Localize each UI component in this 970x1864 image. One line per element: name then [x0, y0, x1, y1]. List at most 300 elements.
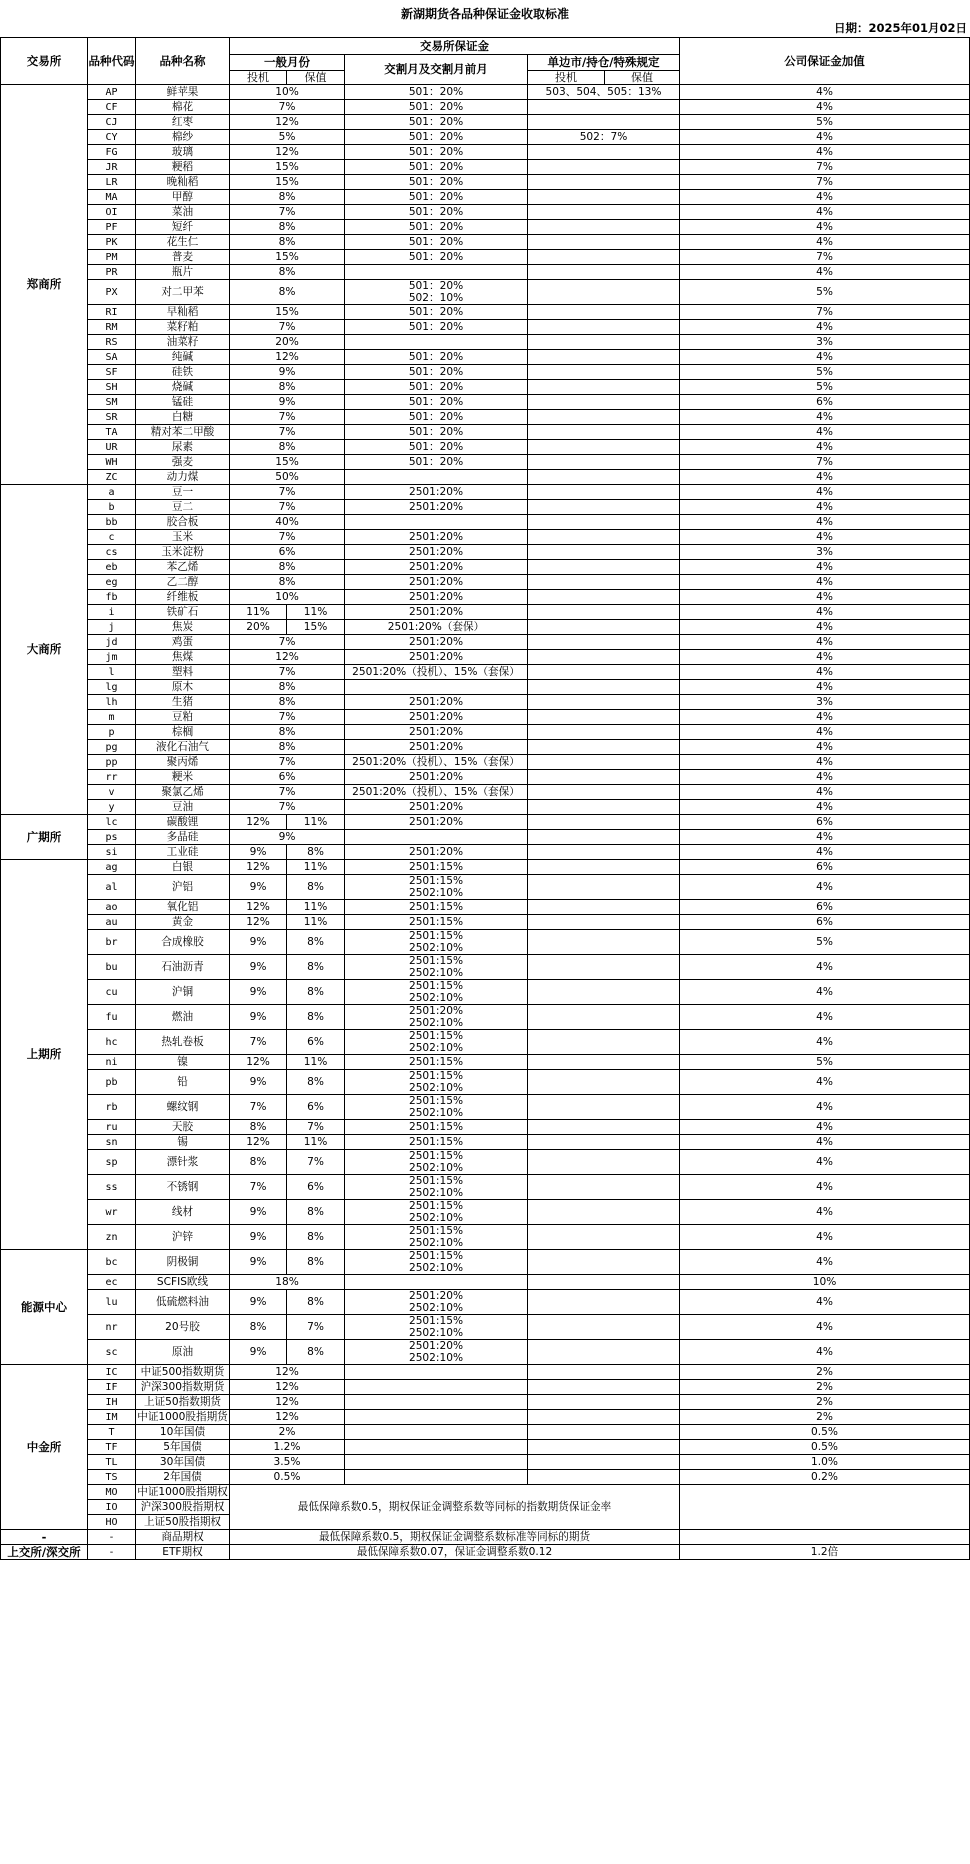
special-margin-cell — [528, 305, 680, 320]
name-cell: 中证1000股指期权 — [137, 1485, 228, 1498]
code-cell: HO — [88, 1515, 136, 1530]
general-margin-cell: 8% — [230, 695, 345, 710]
company-add-cell: 4% — [680, 755, 970, 770]
delivery-margin-cell — [345, 845, 528, 860]
code-cell: m — [88, 710, 136, 725]
code-cell: wr — [88, 1200, 136, 1225]
delivery-margin-cell — [345, 250, 528, 265]
table-row — [1, 130, 970, 145]
company-add-cell: 4% — [680, 665, 970, 680]
general-margin-cell: 12% — [230, 650, 345, 665]
delivery-margin-cell — [345, 1070, 528, 1095]
special-margin-cell — [528, 1175, 680, 1200]
code-cell: jm — [88, 650, 136, 665]
table-row — [1, 160, 970, 175]
code-cell: nr — [88, 1315, 136, 1340]
delivery-line: 501：20% — [408, 456, 464, 468]
name-cell: 晚籼稻 — [136, 175, 230, 190]
delivery-line: 501：20% — [408, 116, 464, 128]
hedge-margin-cell: 11% — [287, 815, 345, 830]
header-general-month: 一般月份 — [230, 55, 345, 71]
table-row — [1, 280, 970, 305]
table-row — [1, 530, 970, 545]
delivery-line: 2502:10% — [408, 1187, 464, 1199]
header-delivery-month: 交割月及交割月前月 — [345, 55, 528, 85]
table-row — [1, 470, 970, 485]
table-row — [1, 955, 970, 980]
general-margin-cell: 0.5% — [230, 1470, 345, 1485]
name-cell: 锡 — [136, 1135, 230, 1150]
delivery-line: 2501:20%（投机）、15%（套保） — [352, 666, 520, 678]
special-margin-cell — [528, 845, 680, 860]
code-cell: UR — [88, 440, 136, 455]
code-cell: a — [88, 485, 136, 500]
delivery-margin-cell — [345, 1175, 528, 1200]
delivery-line: 501：20% — [408, 206, 464, 218]
name-cell: 乙二醇 — [136, 575, 230, 590]
code-cell: SM — [88, 395, 136, 410]
company-add-cell: 4% — [680, 1120, 970, 1135]
table-row — [1, 440, 970, 455]
table-row — [1, 1200, 970, 1225]
hedge-margin-cell: 8% — [287, 875, 345, 900]
hedge-margin-cell: 15% — [287, 620, 345, 635]
name-cell: 沪铜 — [136, 980, 230, 1005]
code-cell: WH — [88, 455, 136, 470]
delivery-line: 2501:20% — [408, 561, 464, 573]
name-cell: 沪锌 — [136, 1225, 230, 1250]
header-spec-2: 投机 — [528, 71, 605, 85]
table-row — [1, 1425, 970, 1440]
code-cell: lu — [88, 1290, 136, 1315]
code-cell: rr — [88, 770, 136, 785]
spec-margin-cell: 9% — [230, 1005, 287, 1030]
table-row — [1, 1175, 970, 1200]
delivery-line: 501：20% — [408, 131, 464, 143]
special-margin-cell — [528, 1380, 680, 1395]
margin-table — [0, 37, 970, 1560]
delivery-margin-cell — [345, 115, 528, 130]
hedge-margin-cell: 8% — [287, 980, 345, 1005]
delivery-line: 2501:15% — [408, 1200, 464, 1212]
company-add-cell: 4% — [680, 845, 970, 860]
delivery-line: 2502:10% — [408, 1082, 464, 1094]
table-row — [1, 1005, 970, 1030]
code-cell: cu — [88, 980, 136, 1005]
delivery-margin-cell — [345, 425, 528, 440]
company-add-cell: 4% — [680, 1250, 970, 1275]
table-row — [1, 590, 970, 605]
hedge-margin-cell: 11% — [287, 1055, 345, 1070]
delivery-line: 2501:15% — [408, 980, 464, 992]
delivery-margin-cell — [345, 190, 528, 205]
name-cell: 豆粕 — [136, 710, 230, 725]
table-row — [1, 1150, 970, 1175]
hedge-margin-cell: 11% — [287, 860, 345, 875]
name-cell: 早籼稻 — [136, 305, 230, 320]
company-add-cell: 4% — [680, 590, 970, 605]
delivery-line: 2501:15% — [408, 1095, 464, 1107]
code-cell: ru — [88, 1120, 136, 1135]
delivery-line: 501：20% — [408, 351, 464, 363]
header-name: 品种名称 — [136, 38, 230, 85]
special-margin-cell — [528, 440, 680, 455]
special-margin-cell — [528, 1290, 680, 1315]
delivery-line: 2501:15% — [408, 1175, 464, 1187]
name-cell: 短纤 — [136, 220, 230, 235]
table-row — [1, 1225, 970, 1250]
special-margin-cell — [528, 350, 680, 365]
delivery-line: 2501:20%（套保） — [387, 621, 485, 633]
special-margin-cell — [528, 770, 680, 785]
name-cell: 强麦 — [136, 455, 230, 470]
name-cell: 动力煤 — [136, 470, 230, 485]
delivery-line: 2501:20% — [408, 801, 464, 813]
code-cell: bc — [88, 1250, 136, 1275]
code-cell: SA — [88, 350, 136, 365]
table-row — [1, 605, 970, 620]
general-margin-cell: 7% — [230, 410, 345, 425]
name-cell: 铁矿石 — [136, 605, 230, 620]
company-add-cell: 4% — [680, 800, 970, 815]
general-margin-cell: 12% — [230, 115, 345, 130]
delivery-margin-cell — [345, 860, 528, 875]
delivery-line: 2501:15% — [408, 861, 464, 873]
table-row — [1, 680, 970, 695]
name-cell: 纤维板 — [136, 590, 230, 605]
special-margin-cell — [528, 250, 680, 265]
company-add-cell: 4% — [680, 1070, 970, 1095]
general-margin-cell: 7% — [230, 665, 345, 680]
code-cell: MA — [88, 190, 136, 205]
name-cell: 上证50股指期权 — [136, 1515, 230, 1530]
company-add-cell: 6% — [680, 915, 970, 930]
name-cell: 棉花 — [136, 100, 230, 115]
delivery-margin-cell — [345, 605, 528, 620]
code-cell: ps — [88, 830, 136, 845]
name-cell: 漂针浆 — [136, 1150, 230, 1175]
code-cell: sc — [88, 1340, 136, 1365]
code-cell: FG — [88, 145, 136, 160]
name-cell: 棕榈 — [136, 725, 230, 740]
name-cell: 瓶片 — [136, 265, 230, 280]
delivery-line: 2501:15% — [408, 1136, 464, 1148]
special-margin-cell — [528, 875, 680, 900]
company-add-cell: 2% — [680, 1365, 970, 1380]
hedge-margin-cell: 7% — [287, 1315, 345, 1340]
delivery-line: 2502:10% — [408, 1327, 464, 1339]
special-margin-cell — [528, 680, 680, 695]
delivery-line: 2501:20% — [408, 1005, 464, 1017]
delivery-margin-cell — [345, 1030, 528, 1055]
special-margin-cell — [528, 1365, 680, 1380]
name-cell: 铅 — [136, 1070, 230, 1095]
delivery-line: 2501:15% — [408, 930, 464, 942]
company-add-cell: 4% — [680, 1150, 970, 1175]
company-add-cell: 4% — [680, 1175, 970, 1200]
delivery-margin-cell — [345, 1200, 528, 1225]
code-cell: AP — [88, 85, 136, 100]
hedge-margin-cell: 11% — [287, 1135, 345, 1150]
hedge-margin-cell: 7% — [287, 1150, 345, 1175]
code-cell: TS — [88, 1470, 136, 1485]
footer-note-cell: 最低保障系数0.5，期权保证金调整系数标准等同标的期货 — [230, 1530, 680, 1545]
spec-margin-cell: 7% — [230, 1030, 287, 1055]
special-margin-cell — [528, 1055, 680, 1070]
hedge-margin-cell: 8% — [287, 1200, 345, 1225]
code-cell: y — [88, 800, 136, 815]
general-margin-cell: 7% — [230, 500, 345, 515]
code-cell: ZC — [88, 470, 136, 485]
table-row — [1, 830, 970, 845]
name-cell: 粳稻 — [136, 160, 230, 175]
header-exchange: 交易所 — [1, 38, 88, 85]
name-cell: 低硫燃料油 — [136, 1290, 230, 1315]
code-cell: PF — [88, 220, 136, 235]
delivery-margin-cell — [345, 680, 528, 695]
delivery-margin-cell — [345, 770, 528, 785]
delivery-line: 501：20% — [408, 366, 464, 378]
company-add-cell: 4% — [680, 85, 970, 100]
special-margin-cell — [528, 785, 680, 800]
delivery-margin-cell — [345, 335, 528, 350]
general-margin-cell: 12% — [230, 1395, 345, 1410]
delivery-line: 2501:20% — [408, 711, 464, 723]
table-row — [1, 560, 970, 575]
spec-margin-cell: 9% — [230, 980, 287, 1005]
company-add-cell: 4% — [680, 265, 970, 280]
name-cell: 燃油 — [136, 1005, 230, 1030]
code-cell: PX — [88, 280, 136, 305]
company-add-cell: 4% — [680, 515, 970, 530]
table-row — [1, 220, 970, 235]
company-add-cell: 7% — [680, 305, 970, 320]
name-cell: 粳米 — [136, 770, 230, 785]
company-add-cell: 4% — [680, 785, 970, 800]
delivery-line: 2501:20% — [408, 741, 464, 753]
company-add-cell: 5% — [680, 930, 970, 955]
code-cell: PR — [88, 265, 136, 280]
name-cell: 纯碱 — [136, 350, 230, 365]
code-cell: cs — [88, 545, 136, 560]
table-row — [1, 410, 970, 425]
name-cell: 菜籽粕 — [136, 320, 230, 335]
delivery-margin-cell — [345, 235, 528, 250]
delivery-line: 2502:10% — [408, 1107, 464, 1119]
general-margin-cell: 1.2% — [230, 1440, 345, 1455]
code-cell: lh — [88, 695, 136, 710]
table-row — [1, 500, 970, 515]
general-margin-cell: 8% — [230, 235, 345, 250]
table-row — [1, 205, 970, 220]
table-row — [1, 575, 970, 590]
company-add-cell: 4% — [680, 740, 970, 755]
company-add-cell: 4% — [680, 1005, 970, 1030]
name-cell: 生猪 — [136, 695, 230, 710]
delivery-line: 2501:20% — [408, 576, 464, 588]
delivery-line: 2502:10% — [408, 887, 464, 899]
code-cell: IF — [88, 1380, 136, 1395]
code-cell: br — [88, 930, 136, 955]
company-add-cell: 4% — [680, 100, 970, 115]
name-cell: 塑料 — [136, 665, 230, 680]
delivery-margin-cell — [345, 1315, 528, 1340]
delivery-line: 2501:20% — [408, 531, 464, 543]
exchange-cell: 大商所 — [1, 485, 88, 815]
delivery-margin-cell — [345, 470, 528, 485]
company-add-cell: 4% — [680, 770, 970, 785]
delivery-margin-cell — [345, 145, 528, 160]
name-cell: 沪深300股指期权 — [136, 1500, 230, 1515]
delivery-line: 2502:10% — [408, 1237, 464, 1249]
spec-margin-cell: 8% — [230, 1150, 287, 1175]
general-margin-cell: 7% — [230, 205, 345, 220]
name-cell: 烧碱 — [136, 380, 230, 395]
delivery-margin-cell — [345, 220, 528, 235]
special-margin-cell — [528, 665, 680, 680]
name-cell: 石油沥青 — [136, 955, 230, 980]
code-cell: IO — [88, 1500, 136, 1515]
table-row — [1, 1120, 970, 1135]
spec-margin-cell: 12% — [230, 915, 287, 930]
name-cell: 白糖 — [136, 410, 230, 425]
delivery-line: 2501:15% — [408, 1121, 464, 1133]
code-cell: CY — [88, 130, 136, 145]
company-add-cell: 4% — [680, 1030, 970, 1055]
general-margin-cell: 8% — [230, 280, 345, 305]
special-margin-cell — [528, 725, 680, 740]
delivery-line: 2501:20%（投机）、15%（套保） — [352, 786, 520, 798]
footer-row — [1, 1530, 970, 1545]
company-add-cell: 4% — [680, 635, 970, 650]
special-margin-cell — [528, 1455, 680, 1470]
exchange-cell: 上期所 — [1, 860, 88, 1250]
general-margin-cell: 8% — [230, 560, 345, 575]
hedge-margin-cell: 7% — [287, 1120, 345, 1135]
table-row — [1, 1135, 970, 1150]
name-cell: 甲醇 — [136, 190, 230, 205]
code-cell: jd — [88, 635, 136, 650]
hedge-margin-cell: 6% — [287, 1175, 345, 1200]
special-margin-cell — [528, 1315, 680, 1340]
code-cell: IH — [88, 1395, 136, 1410]
exchange-cell: - — [1, 1530, 88, 1545]
company-add-cell: 3% — [680, 545, 970, 560]
special-margin-cell — [528, 635, 680, 650]
delivery-margin-cell — [345, 875, 528, 900]
code-cell: LR — [88, 175, 136, 190]
name-cell: 鲜苹果 — [136, 85, 230, 100]
name-cell: 镍 — [136, 1055, 230, 1070]
delivery-margin-cell — [345, 1470, 528, 1485]
name-cell: 天胶 — [136, 1120, 230, 1135]
delivery-line: 2501:20% — [408, 606, 464, 618]
name-cell: 玉米 — [136, 530, 230, 545]
special-margin-cell — [528, 395, 680, 410]
table-row — [1, 380, 970, 395]
special-margin-cell — [528, 915, 680, 930]
name-cell: 液化石油气 — [136, 740, 230, 755]
hedge-margin-cell: 6% — [287, 1030, 345, 1055]
general-margin-cell: 8% — [230, 725, 345, 740]
delivery-margin-cell — [345, 395, 528, 410]
table-row — [1, 1055, 970, 1070]
delivery-margin-cell — [345, 1250, 528, 1275]
code-cell: al — [88, 875, 136, 900]
delivery-line: 2501:20% — [408, 846, 464, 858]
name-cell: 红枣 — [136, 115, 230, 130]
delivery-margin-cell — [345, 575, 528, 590]
company-add-cell: 5% — [680, 380, 970, 395]
delivery-line: 2502:10% — [408, 967, 464, 979]
delivery-margin-cell — [345, 830, 528, 845]
spec-margin-cell: 9% — [230, 1225, 287, 1250]
company-add-cell: 5% — [680, 280, 970, 305]
delivery-margin-cell — [345, 590, 528, 605]
table-row — [1, 1440, 970, 1455]
name-cell: 多晶硅 — [136, 830, 230, 845]
company-add-cell: 4% — [680, 470, 970, 485]
delivery-line: 501：20% — [408, 381, 464, 393]
general-margin-cell: 6% — [230, 770, 345, 785]
company-add-cell: 4% — [680, 350, 970, 365]
name-cell: 聚丙烯 — [136, 755, 230, 770]
name-cell: 热轧卷板 — [136, 1030, 230, 1055]
table-body — [1, 38, 970, 1560]
code-cell: SR — [88, 410, 136, 425]
name-cell: 沪铝 — [136, 875, 230, 900]
delivery-margin-cell — [345, 100, 528, 115]
delivery-margin-cell — [345, 265, 528, 280]
table-row — [1, 545, 970, 560]
company-add-cell: 4% — [680, 1315, 970, 1340]
table-row — [1, 1290, 970, 1315]
delivery-line: 501：20% — [408, 146, 464, 158]
code-cell: JR — [88, 160, 136, 175]
delivery-line: 2501:15% — [408, 901, 464, 913]
page-title: 新湖期货各品种保证金收取标准 — [400, 7, 569, 21]
delivery-margin-cell — [345, 635, 528, 650]
table-row — [1, 335, 970, 350]
name-cell: 上证50指数期货 — [136, 1395, 230, 1410]
delivery-margin-cell — [345, 500, 528, 515]
company-add-cell: 7% — [680, 160, 970, 175]
delivery-margin-cell — [345, 740, 528, 755]
table-row — [1, 710, 970, 725]
delivery-margin-cell — [345, 1005, 528, 1030]
hedge-margin-cell: 8% — [287, 1290, 345, 1315]
table-row — [1, 1030, 970, 1055]
special-margin-cell — [528, 1275, 680, 1290]
delivery-margin-cell — [345, 410, 528, 425]
delivery-margin-cell — [345, 800, 528, 815]
delivery-line: 2501:20% — [408, 816, 464, 828]
special-margin-cell — [528, 1225, 680, 1250]
company-add-cell: 4% — [680, 980, 970, 1005]
code-cell: - — [88, 1530, 136, 1545]
general-margin-cell: 7% — [230, 710, 345, 725]
code-cell: hc — [88, 1030, 136, 1055]
table-row — [1, 1275, 970, 1290]
company-add-cell: 4% — [680, 320, 970, 335]
table-row — [1, 305, 970, 320]
company-add-cell: 2% — [680, 1395, 970, 1410]
delivery-line: 2501:15% — [408, 916, 464, 928]
code-cell: CJ — [88, 115, 136, 130]
delivery-line: 2501:20% — [408, 546, 464, 558]
name-cell: 鸡蛋 — [136, 635, 230, 650]
special-margin-cell — [528, 320, 680, 335]
